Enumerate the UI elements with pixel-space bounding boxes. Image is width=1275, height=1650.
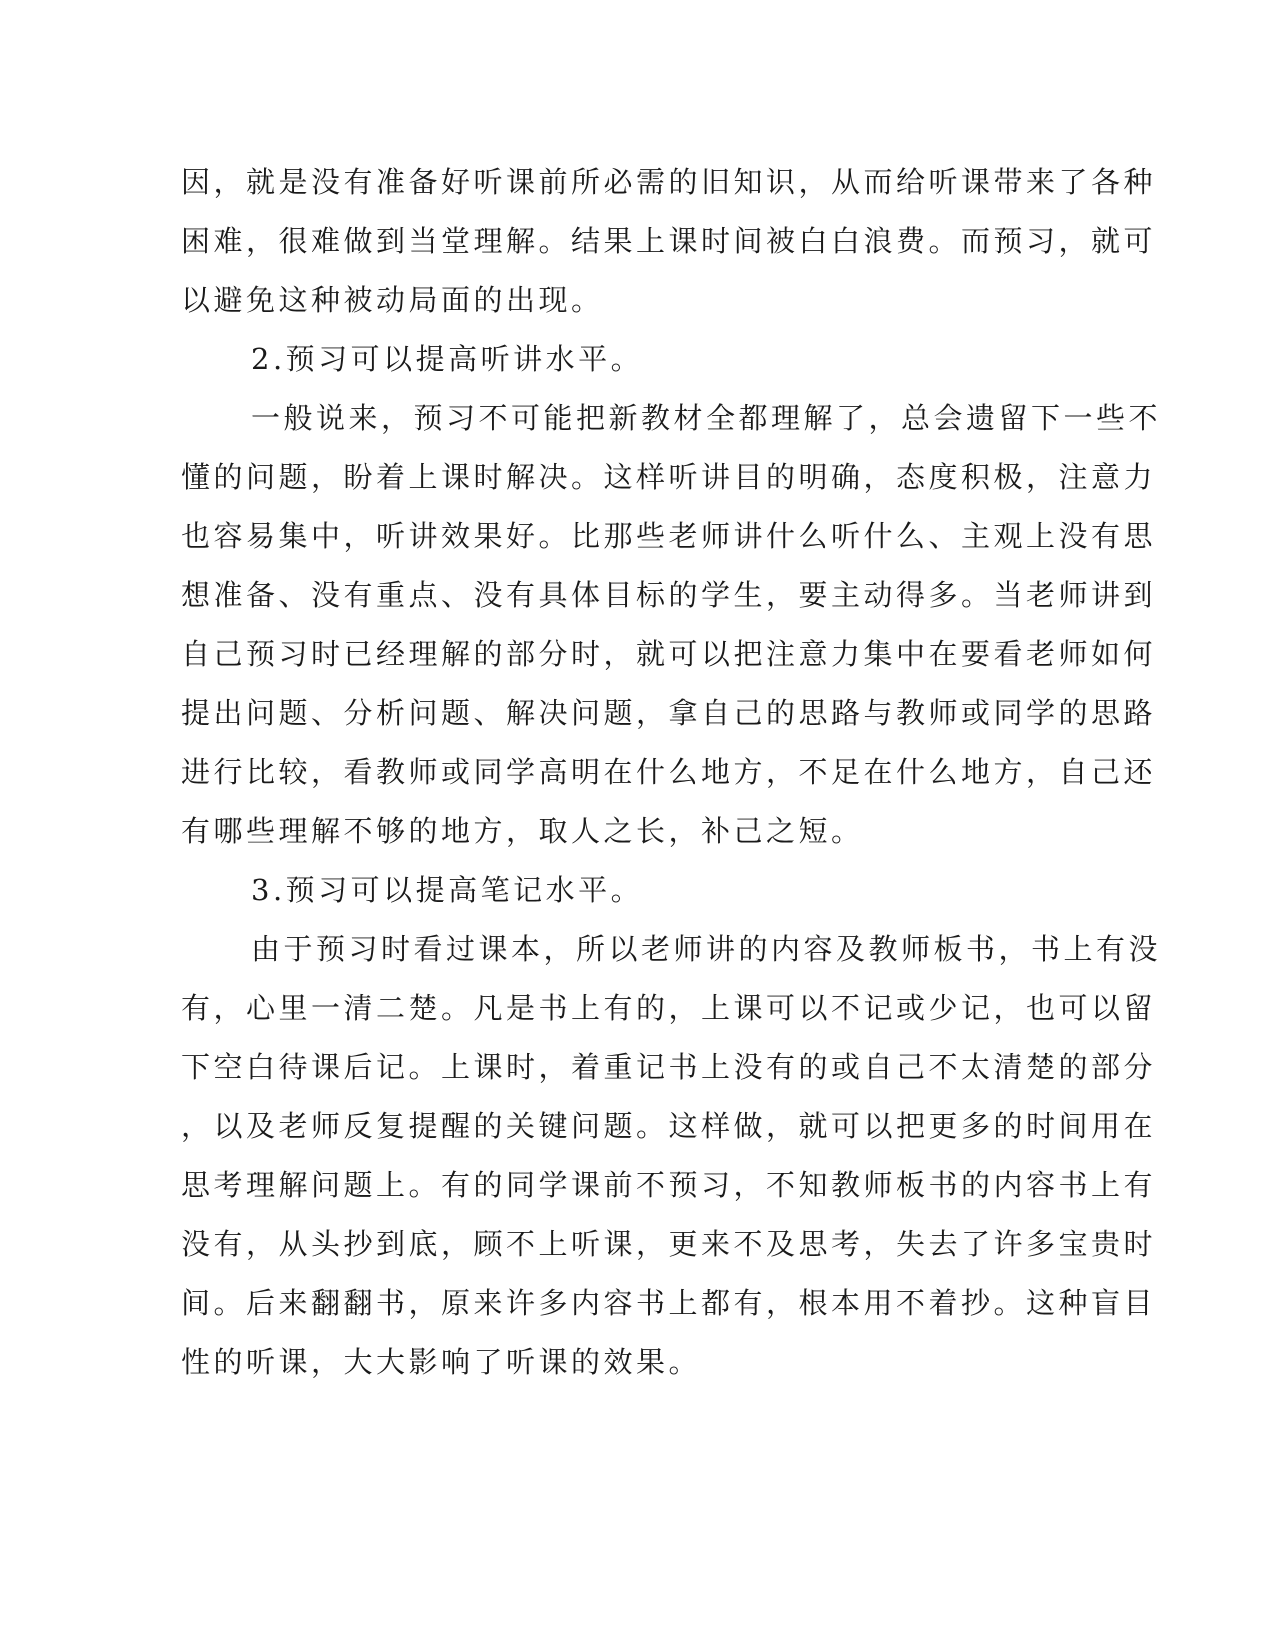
- paragraph-line: 间。后来翻翻书，原来许多内容书上都有，根本用不着抄。这种盲目: [181, 1286, 1157, 1320]
- paragraph-line: 懂的问题，盼着上课时解决。这样听讲目的明确，态度积极，注意力: [181, 460, 1157, 494]
- paragraph-line: 想准备、没有重点、没有具体目标的学生，要主动得多。当老师讲到: [181, 578, 1157, 612]
- paragraph-line: 自己预习时已经理解的部分时，就可以把注意力集中在要看老师如何: [181, 637, 1157, 671]
- paragraph-line: 性的听课，大大影响了听课的效果。: [181, 1345, 702, 1379]
- paragraph-line: 有哪些理解不够的地方，取人之长，补己之短。: [181, 814, 864, 848]
- paragraph-line: ，以及老师反复提醒的关键问题。这样做，就可以把更多的时间用在: [181, 1109, 1157, 1143]
- paragraph-line: 也容易集中，听讲效果好。比那些老师讲什么听什么、主观上没有思: [181, 519, 1157, 553]
- paragraph-line: 由于预习时看过课本，所以老师讲的内容及教师板书，书上有没: [251, 932, 1162, 966]
- paragraph-line: 有，心里一清二楚。凡是书上有的，上课可以不记或少记，也可以留: [181, 991, 1157, 1025]
- paragraph-line: 因，就是没有准备好听课前所必需的旧知识，从而给听课带来了各种: [181, 165, 1157, 199]
- paragraph-line: 提出问题、分析问题、解决问题，拿自己的思路与教师或同学的思路: [181, 696, 1157, 730]
- section-heading: 3.预习可以提高笔记水平。: [251, 873, 644, 907]
- paragraph-line: 进行比较，看教师或同学高明在什么地方，不足在什么地方，自己还: [181, 755, 1157, 789]
- paragraph-line: 一般说来，预习不可能把新教材全都理解了，总会遗留下一些不: [251, 401, 1162, 435]
- paragraph-line: 下空白待课后记。上课时，着重记书上没有的或自己不太清楚的部分: [181, 1050, 1157, 1084]
- paragraph-line: 困难，很难做到当堂理解。结果上课时间被白白浪费。而预习，就可: [181, 224, 1157, 258]
- paragraph-line: 没有，从头抄到底，顾不上听课，更来不及思考，失去了许多宝贵时: [181, 1227, 1157, 1261]
- paragraph-line: 以避免这种被动局面的出现。: [181, 283, 604, 317]
- document-body: [181, 158, 1162, 1397]
- section-heading: 2.预习可以提高听讲水平。: [251, 342, 644, 376]
- paragraph-line: 思考理解问题上。有的同学课前不预习，不知教师板书的内容书上有: [181, 1168, 1157, 1202]
